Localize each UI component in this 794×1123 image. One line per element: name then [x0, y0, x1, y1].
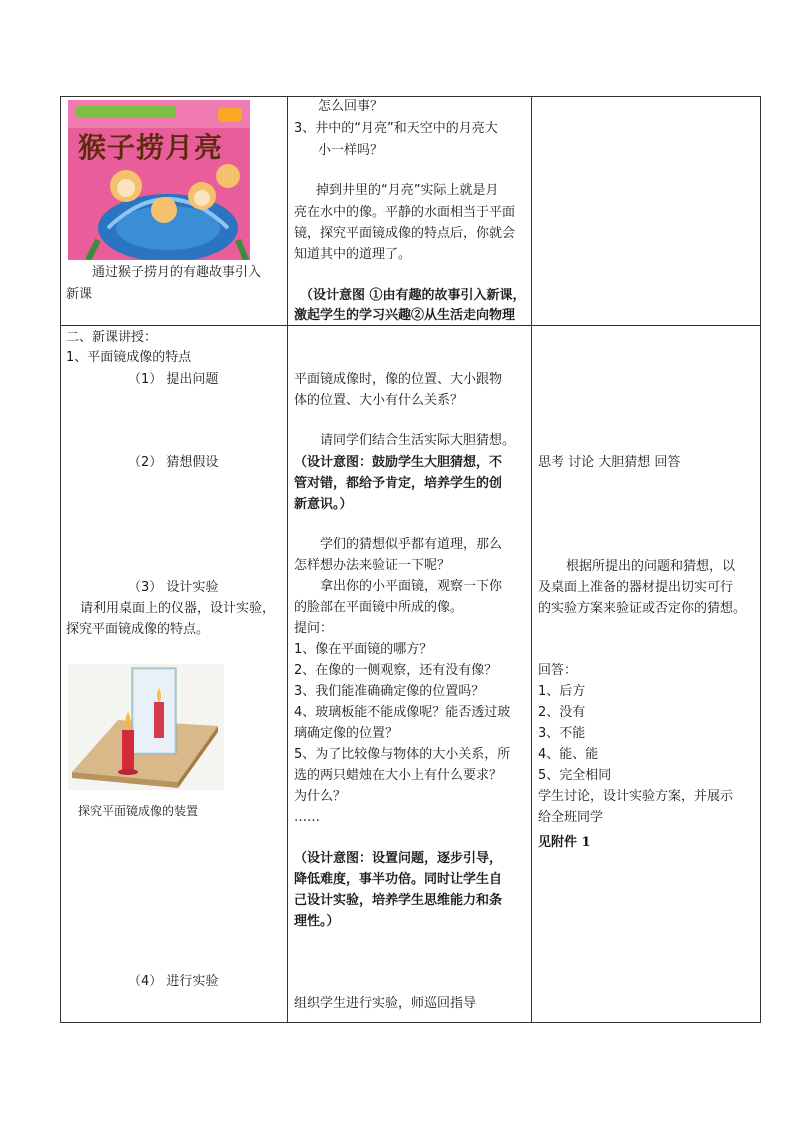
question-item: 4、玻璃板能不能成像呢？能否透过玻	[294, 705, 511, 720]
row2-col3-text: 根据所提出的问题和猜想，以	[566, 559, 736, 574]
book-cover-image	[68, 100, 250, 260]
step-label: （3） 设计实验	[128, 580, 219, 595]
row2-col2-text: 的脸部在平面镜中所成的像。	[294, 600, 464, 615]
question-item: 璃确定像的位置？	[294, 726, 399, 741]
row1-col2-text: 知道其中的道理了。	[294, 247, 412, 262]
row2-col3-text: 的实验方案来验证或否定你的猜想。	[538, 601, 747, 616]
row2-col2-text: 提问：	[294, 621, 334, 636]
section-heading: 二、新课讲授：	[66, 330, 158, 345]
answer-item: 1、后方	[538, 684, 586, 699]
column-divider	[531, 97, 532, 1022]
design-intent-2: 管对错，都给予肯定，培养学生的创	[294, 476, 503, 491]
row2-col2-text: 平面镜成像时，像的位置、大小跟物	[294, 372, 503, 387]
row2-col3-text: 及桌面上准备的器材提出切实可行	[538, 580, 734, 595]
question-item: 3、我们能准确确定像的位置吗？	[294, 684, 485, 699]
design-intent-1: 激起学生的学习兴趣②从生活走向物理	[294, 308, 516, 323]
subsection-heading: 1、平面镜成像的特点	[66, 350, 192, 365]
row2-col2-text: 学们的猜想似乎都有道理，那么	[320, 537, 503, 552]
row2-col2-text: 怎样想办法来验证一下呢？	[294, 558, 451, 573]
row2-col2-text: 请同学们结合生活实际大胆猜想。	[320, 433, 516, 448]
row2-col2-text: 组织学生进行实验，师巡回指导	[294, 996, 477, 1011]
step-label: （4） 进行实验	[128, 974, 219, 989]
answer-heading: 回答：	[538, 663, 578, 678]
question-item: 5、为了比较像与物体的大小关系，所	[294, 747, 511, 762]
question-item: 为什么？	[294, 789, 347, 804]
appendix-reference: 见附件 1	[538, 835, 591, 850]
row1-col2-text: 小一样吗？	[318, 143, 384, 158]
row2-col1-text: 请利用桌面上的仪器，设计实验，	[80, 601, 276, 616]
row2-col3-text: 给全班同学	[538, 810, 604, 825]
row1-col1-text: 新课	[66, 287, 93, 302]
book-title: 猴子捞月亮	[78, 131, 224, 164]
row2-col3-text: 学生讨论，设计实验方案，并展示	[538, 789, 734, 804]
design-intent-3: 己设计实验，培养学生思维能力和条	[294, 893, 503, 908]
row2-col2-text: 拿出你的小平面镜，观察一下你	[320, 579, 503, 594]
answer-item: 3、不能	[538, 726, 586, 741]
row2-col2-text: 体的位置、大小有什么关系？	[294, 393, 464, 408]
design-intent-3: （设计意图：设置问题，逐步引导，	[294, 851, 503, 866]
design-intent-1: （设计意图 ①由有趣的故事引入新课，	[300, 288, 526, 303]
question-item: 2、在像的一侧观察，还有没有像？	[294, 663, 498, 678]
design-intent-3: 降低难度，事半功倍。同时让学生自	[294, 872, 503, 887]
design-intent-2: 新意识。）	[294, 497, 353, 512]
question-item: 1、像在平面镜的哪方？	[294, 642, 433, 657]
design-intent-2: （设计意图：鼓励学生大胆猜想，不	[294, 455, 503, 470]
design-intent-3: 理性。）	[294, 914, 340, 929]
step-label: （1） 提出问题	[128, 372, 219, 387]
mirror-apparatus-image	[68, 664, 224, 790]
row1-col2-text: 亮在水中的像。平静的水面相当于平面	[294, 205, 516, 220]
step-label: （2） 猜想假设	[128, 455, 219, 470]
row1-col2-text: 3、井中的“月亮”和天空中的月亮大	[294, 121, 498, 136]
row1-col1-text: 通过猴子捞月的有趣故事引入	[92, 265, 262, 280]
row1-col2-text: 镜，探究平面镜成像的特点后，你就会	[294, 226, 516, 241]
row2-col1-text: 探究平面镜成像的特点。	[66, 622, 210, 637]
row1-col2-text: 掉到井里的“月亮”实际上就是月	[316, 183, 499, 198]
answer-item: 4、能、能	[538, 747, 599, 762]
answer-item: 5、完全相同	[538, 768, 612, 783]
row2-col3-text: 思考 讨论 大胆猜想 回答	[538, 455, 681, 470]
row1-col2-text: 怎么回事？	[318, 99, 384, 114]
image-caption: 探究平面镜成像的装置	[78, 804, 199, 818]
question-item: 选的两只蜡烛在大小上有什么要求？	[294, 768, 503, 783]
column-divider	[287, 97, 288, 1022]
ellipsis: ……	[294, 810, 320, 825]
answer-item: 2、没有	[538, 705, 586, 720]
